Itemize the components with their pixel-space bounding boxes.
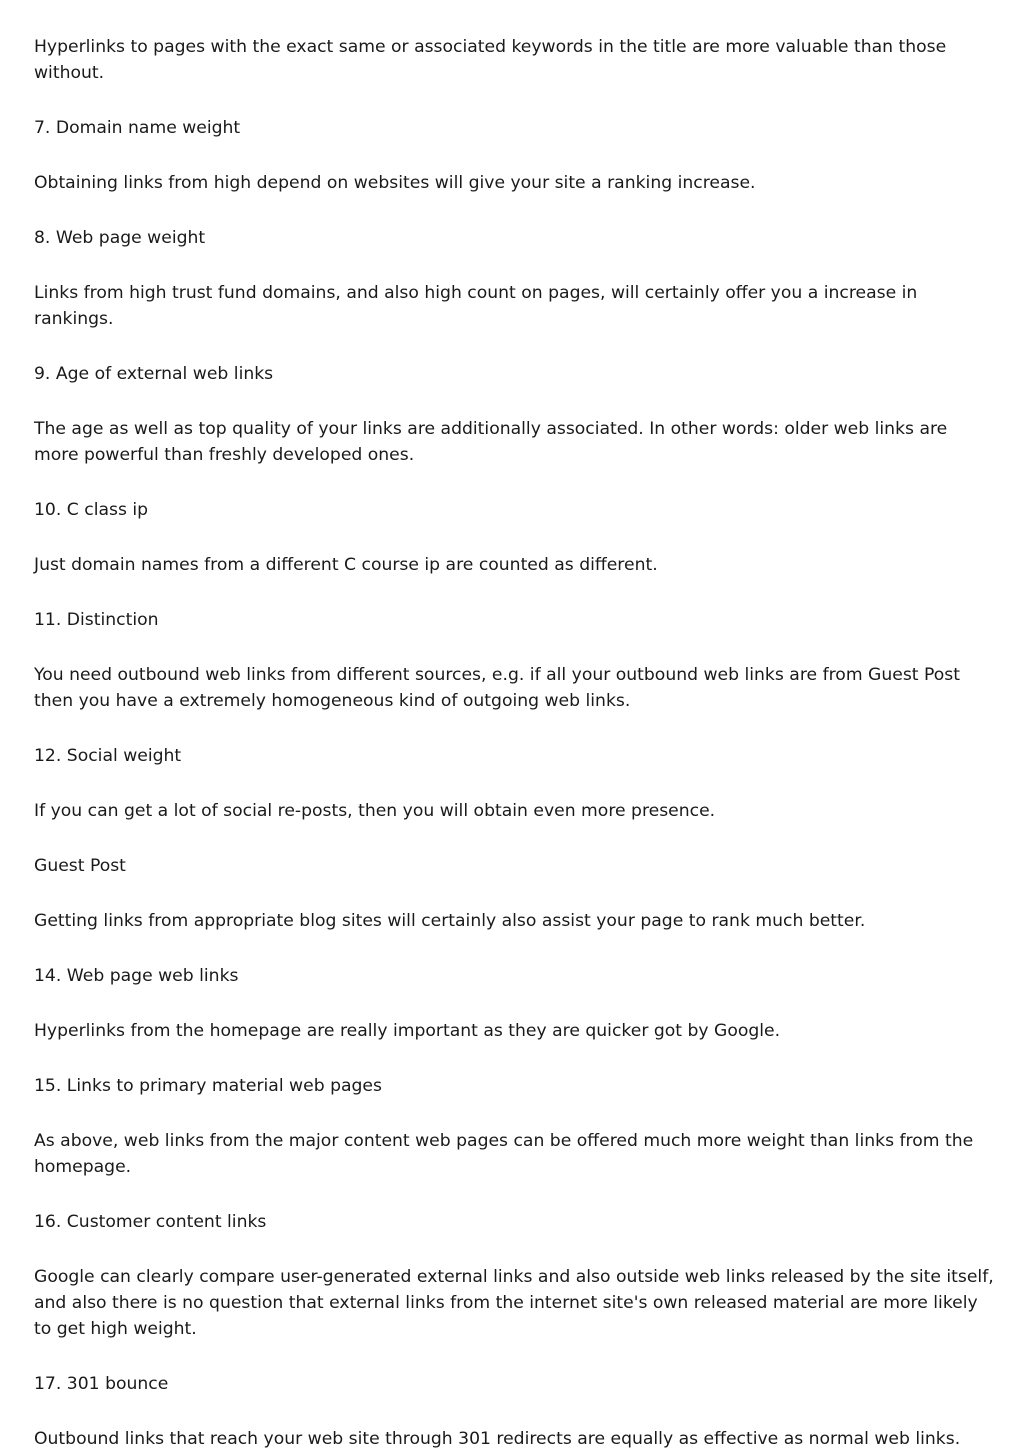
paragraph-social-weight: If you can get a lot of social re-posts, then you will obtain even more presence. (34, 801, 716, 821)
heading-social-weight: 12. Social weight (34, 746, 182, 766)
heading-customer-content-links: 16. Customer content links (34, 1212, 267, 1232)
paragraph-web-page-weight: Links from high trust fund domains, and also high count on pages, will certainly offer you a increase in rankings. (34, 283, 918, 329)
heading-web-page-web-links: 14. Web page web links (34, 966, 239, 986)
heading-primary-material-pages: 15. Links to primary material web pages (34, 1076, 382, 1096)
paragraph-customer-content-links: Google can clearly compare user-generated external links and also outside web links released by the site itself, and also there is no question that external links from the internet site's own released material are more likely to get high weight. (34, 1267, 994, 1339)
heading-age-of-external-links: 9. Age of external web links (34, 364, 274, 384)
heading-distinction: 11. Distinction (34, 610, 159, 630)
heading-301-bounce: 17. 301 bounce (34, 1374, 169, 1394)
paragraph-primary-material-pages: As above, web links from the major content web pages can be offered much more weight than links from the homepage. (34, 1131, 974, 1177)
paragraph-c-class-ip: Just domain names from a different C course ip are counted as different. (34, 555, 658, 575)
paragraph-web-page-web-links: Hyperlinks from the homepage are really important as they are quicker got by Google. (34, 1021, 781, 1041)
document-body (34, 34, 994, 1452)
heading-web-page-weight: 8. Web page weight (34, 228, 206, 248)
heading-guest-post: Guest Post (34, 856, 126, 876)
heading-c-class-ip: 10. C class ip (34, 500, 149, 520)
paragraph-guest-post: Getting links from appropriate blog sites will certainly also assist your page to rank much better. (34, 911, 866, 931)
paragraph-intro: Hyperlinks to pages with the exact same or associated keywords in the title are more valuable than those without. (34, 37, 947, 83)
paragraph-distinction: You need outbound web links from different sources, e.g. if all your outbound web links are from Guest Post then you have a extremely homogeneous kind of outgoing web links. (34, 665, 960, 711)
paragraph-age-of-external-links: The age as well as top quality of your links are additionally associated. In other words: older web links are more powerful than freshly developed ones. (34, 419, 948, 465)
heading-domain-name-weight: 7. Domain name weight (34, 118, 241, 138)
paragraph-domain-name-weight: Obtaining links from high depend on websites will give your site a ranking increase. (34, 173, 756, 193)
paragraph-301-bounce: Outbound links that reach your web site through 301 redirects are equally as effective as normal web links. (34, 1429, 961, 1449)
